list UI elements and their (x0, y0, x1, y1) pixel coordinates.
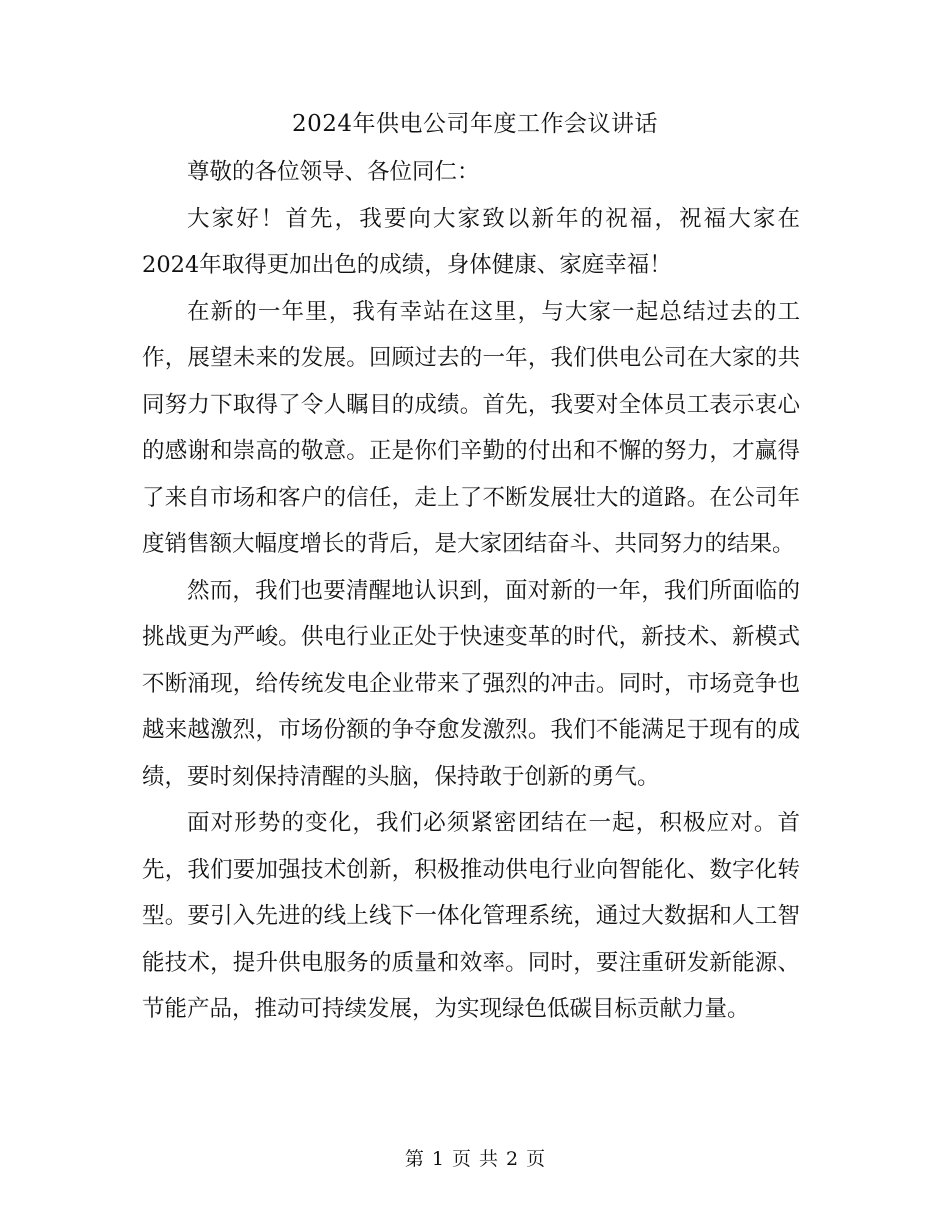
greeting-paragraph: 大家好！首先，我要向大家致以新年的祝福，祝福大家在2024年取得更加出色的成绩，身体健康、家庭幸福！ (142, 205, 800, 278)
challenges-paragraph: 然而，我们也要清醒地认识到，面对新的一年，我们所面临的挑战更为严峻。供电行业正处于快速变革的时代，新技术、新模式不断涌现，给传统发电企业带来了强烈的冲击。同时，市场竞争也越来越激烈，市场份额的争夺愈发激烈。我们不能满足于现有的成绩，要时刻保持清醒的头脑，保持敢于创新的勇气。 (142, 577, 800, 790)
response-paragraph: 面对形势的变化，我们必须紧密团结在一起，积极应对。首先，我们要加强技术创新，积极推动供电行业向智能化、数字化转型。要引入先进的线上线下一体化管理系统，通过大数据和人工智能技术，提升供电服务的质量和效率。同时，要注重研发新能源、节能产品，推动可持续发展，为实现绿色低碳目标贡献力量。 (142, 810, 800, 1022)
document-title: 2024年供电公司年度工作会议讲话 (291, 111, 659, 137)
page-number-footer: 第 1 页 共 2 页 (404, 1148, 546, 1170)
salutation-paragraph: 尊敬的各位领导、各位同仁： (187, 159, 480, 185)
review-paragraph: 在新的一年里，我有幸站在这里，与大家一起总结过去的工作，展望未来的发展。回顾过去的一年，我们供电公司在大家的共同努力下取得了令人瞩目的成绩。首先，我要对全体员工表示衷心的感谢和崇高的敬意。正是你们辛勤的付出和不懈的努力，才赢得了来自市场和客户的信任，走上了不断发展壮大的道路。在公司年度销售额大幅度增长的背后，是大家团结奋斗、共同努力的结果。 (142, 298, 800, 557)
document-body (142, 149, 800, 1033)
